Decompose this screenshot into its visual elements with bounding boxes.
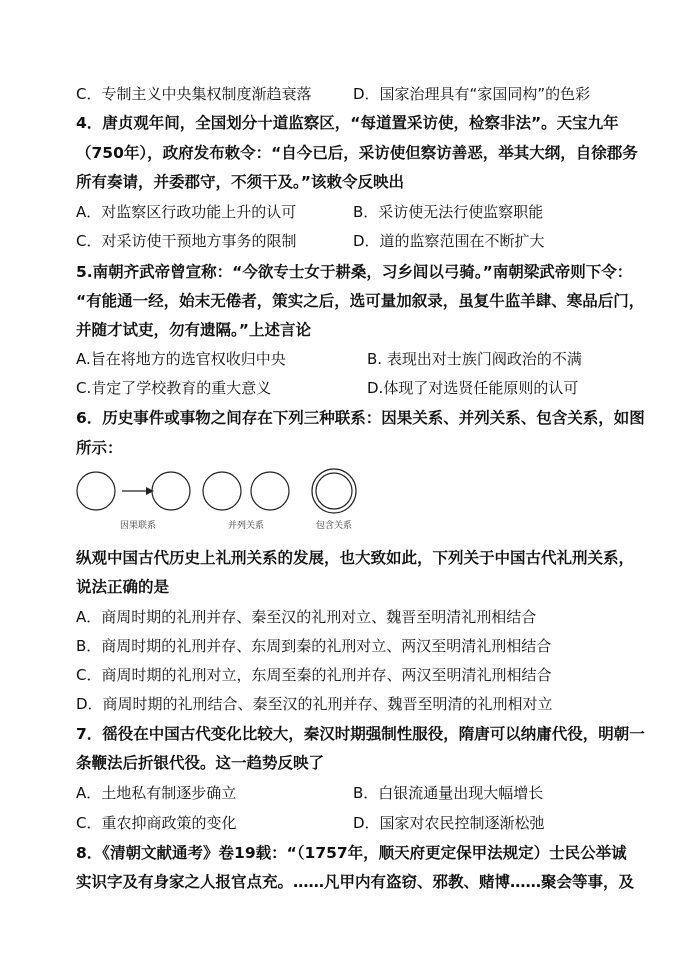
q7-option-d: D．国家对农民控制逐渐松弛	[353, 814, 545, 832]
q3-option-c: C．专制主义中央集权制度渐趋衰落	[76, 85, 312, 103]
q5-stem-line-2: “有能通一经，始末无倦者，策实之后，选可量加叙录，虽复牛监羊肆、寒品后门，	[76, 292, 645, 310]
q7-option-a: A．土地私有制逐步确立	[76, 784, 237, 802]
q6-stem-line-4: 说法正确的是	[76, 578, 170, 596]
parallel-circle-left	[203, 472, 241, 510]
q5-option-d: D.体现了对选贤任能原则的认可	[367, 379, 579, 397]
q5-option-c: C.肯定了学校教育的重大意义	[76, 379, 272, 397]
q5-option-a: A.旨在将地方的选官权收归中央	[76, 350, 286, 368]
q8-stem-line-1: 8．《清朝文献通考》卷19载：“（1757年，顺天府更定保甲法规定）士民公举诚	[76, 844, 627, 862]
contain-circle-outer	[312, 469, 356, 513]
q6-stem-line-2: 所示：	[76, 439, 123, 457]
parallel-circle-right	[251, 472, 289, 510]
q5-option-b: B. 表现出对士族门阀政治的不满	[367, 350, 582, 368]
q7-stem-line-2: 条鞭法后折银代役。这一趋势反映了	[76, 754, 325, 772]
q4-stem-line-2: （750年），政府发布敕令：“自今已后，采访使但察访善恶，举其大纲，自徐郡务	[76, 144, 638, 162]
relationship-diagram	[70, 466, 380, 536]
q5-stem-line-1: 5.南朝齐武帝曾宣称：“今欲专士女于耕桑，习乡闾以弓骑。”南朝梁武帝则下令：	[76, 263, 633, 281]
q7-stem-line-1: 7．徭役在中国古代变化比较大，秦汉时期强制性服役，隋唐可以纳庸代役，明朝一	[76, 725, 645, 743]
q4-option-a: A．对监察区行政功能上升的认可	[76, 203, 297, 221]
q6-option-c: C．商周时期的礼刑对立，东周至秦的礼刑并存、两汉至明清礼刑相结合	[76, 666, 552, 684]
causal-label: 因果联系	[119, 521, 157, 531]
causal-circle-right	[152, 472, 190, 510]
q4-stem-line-3: 所有奏请，并委郡守，不须干及。”该敕令反映出	[76, 173, 404, 191]
q5-stem-line-3: 并随才试吏，勿有遗隔。”上述言论	[76, 321, 311, 339]
q6-stem-line-1: 6．历史事件或事物之间存在下列三种联系：因果关系、并列关系、包含关系，如图	[76, 409, 645, 427]
q4-option-d: D．道的监察范围在不断扩大	[353, 232, 545, 250]
q6-option-d: D．商周时期的礼刑结合、秦至汉的礼刑并存、魏晋至明清的礼刑相对立	[76, 695, 553, 713]
q6-option-b: B．商周时期的礼刑并存、东周到秦的礼刑对立、两汉至明清礼刑相结合	[76, 637, 552, 655]
q8-stem-line-2: 实识字及有身家之人报官点充。……凡甲内有盗窃、邪教、赌博……聚会等事，及	[76, 873, 635, 891]
causal-circle-left	[77, 472, 115, 510]
parallel-label: 并列关系	[227, 521, 265, 531]
q6-option-a: A．商周时期的礼刑并存、秦至汉的礼刑对立、魏晋至明清礼刑相结合	[76, 608, 537, 626]
q3-option-d: D．国家治理具有“家国同构”的色彩	[353, 85, 591, 103]
contain-label: 包含关系	[315, 521, 353, 531]
q7-option-c: C．重农抑商政策的变化	[76, 814, 237, 832]
q7-option-b: B．白银流通量出现大幅增长	[353, 784, 544, 802]
q4-option-b: B．采访使无法行使监察职能	[353, 203, 544, 221]
q4-stem-line-1: 4．唐贞观年间，全国划分十道监察区，“每道置采访使，检察非法”。天宝九年	[76, 114, 619, 132]
q6-stem-line-3: 纵观中国古代历史上礼刑关系的发展，也大致如此，下列关于中国古代礼刑关系，	[76, 549, 635, 567]
contain-circle-inner	[316, 473, 352, 509]
q4-option-c: C．对采访使干预地方事务的限制	[76, 232, 297, 250]
